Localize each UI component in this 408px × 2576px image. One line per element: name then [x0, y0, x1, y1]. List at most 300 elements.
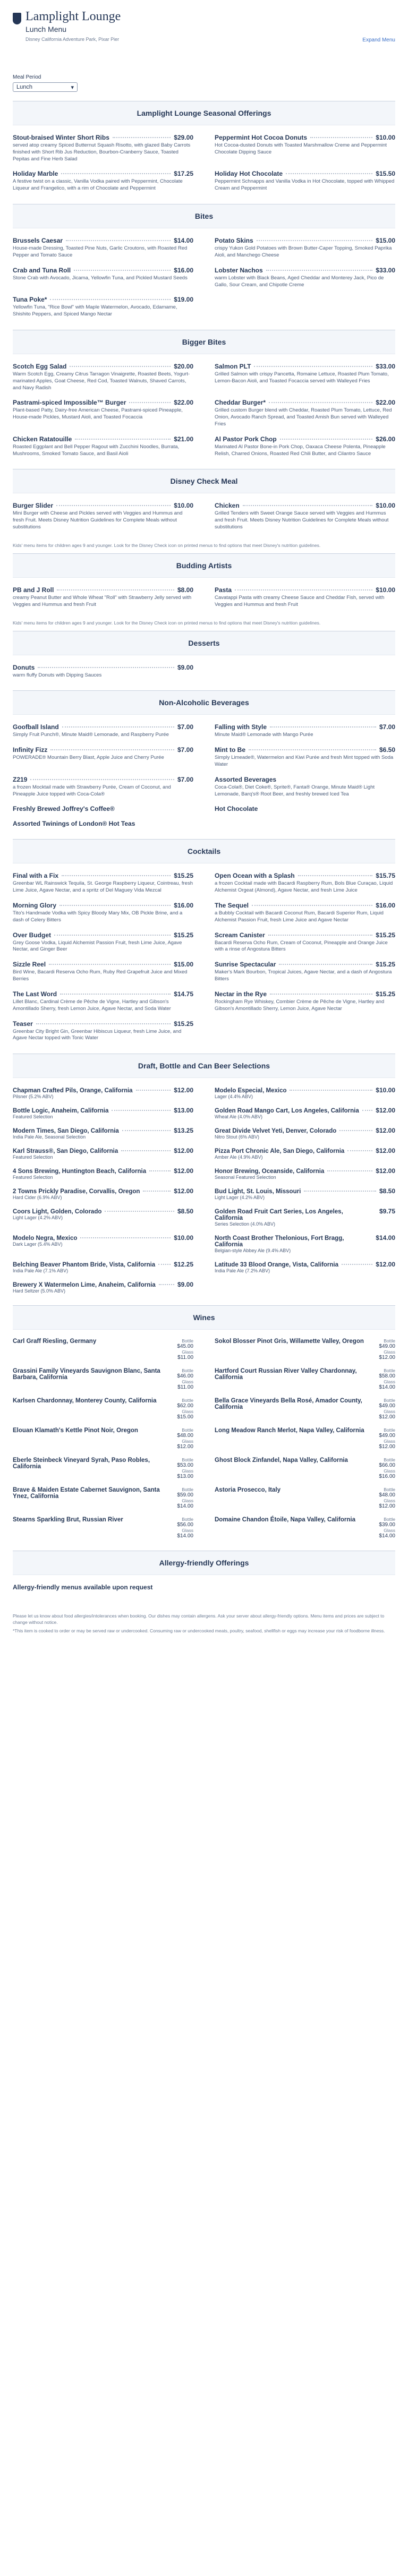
item-description: Grilled Salmon with crispy Pancetta, Romaine Lettuce, Roasted Plum Tomato, Lemon-Bacon Aioli, and Toasted Focaccia served with Walleyed Fries	[215, 371, 389, 384]
item-price: $15.25	[174, 872, 193, 880]
bottle-label: Bottle	[384, 1457, 395, 1463]
wine-item	[215, 1427, 395, 1450]
beer-item	[13, 1086, 193, 1099]
item-description: Cavatappi Pasta with creamy Cheese Sauce and Cheddar Fish, served with Veggies and Hummus and fresh Fruit	[215, 594, 385, 607]
menu-item	[215, 170, 395, 192]
item-price: $22.00	[174, 399, 193, 407]
menu-item-row	[13, 990, 193, 998]
menu-item-row	[13, 267, 193, 274]
dot-leader	[54, 935, 171, 936]
beer-item	[13, 1187, 193, 1200]
item-name: Al Pastor Pork Chop	[215, 435, 277, 443]
dot-leader	[105, 1211, 174, 1212]
beer-style: Lager (4.4% ABV)	[215, 1094, 253, 1100]
glass-label: Glass	[182, 1439, 193, 1444]
beer-row	[13, 1281, 193, 1288]
menu-item	[13, 961, 193, 983]
wine-name: Long Meadow Ranch Merlot, Napa Valley, California	[215, 1427, 364, 1434]
menu-item-row	[215, 586, 395, 594]
menu-item-row	[13, 296, 193, 303]
item-description: Hot Cocoa-dusted Donuts with Toasted Marshmallow Creme and Peppermint Chocolate Dipping Sauce	[215, 142, 387, 155]
item-price: $7.00	[177, 775, 193, 783]
dot-leader	[252, 905, 372, 906]
menu-item-row	[215, 990, 395, 998]
item-name: PB and J Roll	[13, 586, 54, 594]
restaurant-title: Lamplight Lounge	[26, 10, 121, 23]
glass-label: Glass	[384, 1468, 395, 1474]
glass-label: Glass	[182, 1498, 193, 1504]
wine-name: Domaine Chandon Étoile, Napa Valley, California	[215, 1517, 355, 1524]
wine-name: Grassini Family Vineyards Sauvignon Blanc, Santa Barbara, California	[13, 1368, 160, 1381]
beer-price: $12.00	[174, 1147, 193, 1155]
item-description: Lillet Blanc, Cardinal Crème de Pêche de Vigne, Hartley and Gibson's Amontillado Sherry, fresh Lemon Juice, Agave Nectar, and Soda Water	[13, 998, 171, 1012]
beer-price: $10.00	[174, 1234, 193, 1242]
beer-name: 4 Sons Brewing, Huntington Beach, California	[13, 1168, 147, 1175]
item-description: crispy Yukon Gold Potatoes with Brown Butter-Caper Topping, Smoked Paprika Aioli, and Manchego Cheese	[215, 245, 392, 258]
beer-style: Series Selection (4.0% ABV)	[215, 1221, 276, 1227]
beer-style: Light Lager (4.2% ABV)	[215, 1195, 265, 1201]
beer-price: $10.00	[376, 1086, 395, 1094]
wine-name: Sokol Blosser Pinot Gris, Willamette Valley, Oregon	[215, 1338, 364, 1345]
section-title: Budding Artists	[13, 554, 395, 578]
item-description: Marinated Al Pastor Bone-in Pork Chop, Oaxaca Cheese Polenta, Pineapple Relish, Charred Onions, Roasted Red Chili Butter, and Cilantro Sauce	[215, 443, 386, 457]
item-description: creamy Peanut Butter and Whole Wheat "Roll" with Strawberry Jelly served with Veggies and Hummus and fresh Fruit	[13, 594, 192, 607]
menu-item	[215, 990, 395, 1013]
beer-name: Golden Road Fruit Cart Series, Los Angeles, California	[215, 1209, 343, 1222]
item-name: Assorted Twinings of London® Hot Teas	[13, 820, 135, 828]
wine-prices	[379, 1398, 395, 1420]
item-price: $6.50	[379, 746, 395, 754]
menu-item-row	[215, 502, 395, 509]
dot-leader	[129, 402, 171, 403]
dot-leader	[235, 589, 372, 590]
dot-leader	[249, 749, 376, 750]
item-description: Maker's Mark Bourbon, Tropical Juices, Agave Nectar, and a dash of Angostura Bitters	[215, 969, 392, 982]
menu-section	[13, 553, 395, 626]
item-description: Grilled Tenders with Sweet Orange Sauce served with Veggies and Hummus and fresh Fruit. Meets Disney Nutrition Guidelines for Complete Meals without substitutions	[215, 510, 389, 530]
item-price: $10.00	[174, 502, 193, 510]
beer-style: Hard Cider (6.9% ABV)	[13, 1195, 62, 1201]
glass-label: Glass	[384, 1498, 395, 1504]
item-name: Assorted Beverages	[215, 775, 277, 783]
glass-price: $12.00	[379, 1503, 395, 1510]
menu-section	[13, 839, 395, 1054]
dot-leader	[257, 240, 373, 241]
wine-item	[215, 1457, 395, 1479]
beer-row	[215, 1187, 395, 1195]
menu-section	[13, 330, 395, 469]
menu-item-row	[13, 502, 193, 509]
beer-item	[13, 1107, 193, 1119]
beer-style: Light Lager (4.2% ABV)	[13, 1215, 63, 1221]
menu-item	[13, 746, 193, 768]
beer-style: Belgian-style Abbey Ale (9.4% ABV)	[215, 1248, 291, 1254]
beer-item	[215, 1086, 395, 1099]
menu-item-row	[215, 805, 395, 812]
menu-item	[215, 502, 395, 530]
wine-name: Brave & Maiden Estate Cabernet Sauvignon, Santa Ynez, California	[13, 1487, 160, 1500]
beer-item	[13, 1281, 193, 1294]
menu-item	[13, 134, 193, 162]
item-name: Falling with Style	[215, 723, 267, 731]
item-price: $15.00	[174, 961, 193, 969]
meal-period-select[interactable]	[13, 82, 78, 92]
item-price: $14.00	[174, 237, 193, 245]
item-name: Mint to Be	[215, 746, 245, 754]
wine-item	[13, 1487, 193, 1509]
allergy-section	[13, 1551, 395, 1603]
menu-item	[13, 399, 193, 427]
beer-style: Featured Selection	[13, 1114, 53, 1120]
dot-leader	[122, 1130, 171, 1131]
beer-name: North Coast Brother Thelonious, Fort Bragg, California	[215, 1235, 344, 1248]
item-description: Peppermint Schnapps and Vanilla Vodka in Hot Chocolate, topped with Whipped Cream and Peppermint	[215, 178, 395, 192]
glass-label: Glass	[182, 1349, 193, 1355]
dot-leader	[49, 964, 171, 965]
item-description: Stone Crab with Avocado, Jicama, Yellowfin Tuna, and Pickled Mustard Seeds	[13, 275, 188, 281]
beer-style: India Pale Ale (7.2% ABV)	[215, 1268, 270, 1274]
item-name: Tuna Poke*	[13, 296, 47, 304]
bottle-price: $49.00	[379, 1433, 395, 1439]
beer-row	[215, 1167, 395, 1175]
menu-item	[13, 723, 193, 739]
lamp-logo-icon	[13, 13, 21, 24]
bottle-price: $48.00	[177, 1433, 193, 1439]
dot-leader	[269, 402, 372, 403]
wine-name: Karlsen Chardonnay, Monterey County, California	[13, 1398, 157, 1405]
menu-item	[13, 502, 193, 530]
menu-item-row	[13, 363, 193, 370]
beer-row	[215, 1261, 395, 1268]
wine-item	[13, 1398, 193, 1420]
dot-leader	[75, 439, 171, 440]
bottle-label: Bottle	[182, 1398, 193, 1403]
bottle-label: Bottle	[384, 1487, 395, 1493]
dot-leader	[113, 137, 171, 138]
wine-item	[13, 1368, 193, 1390]
beer-row	[13, 1107, 193, 1114]
beer-name: 2 Towns Prickly Paradise, Corvallis, Oregon	[13, 1188, 140, 1195]
menu-item	[215, 363, 395, 391]
beer-name: Karl Strauss®, San Diego, California	[13, 1148, 118, 1155]
dot-leader	[143, 1191, 171, 1192]
chevron-down-icon: ▾	[71, 84, 74, 91]
wine-prices	[379, 1368, 395, 1390]
menu-item-row	[215, 435, 395, 443]
beer-item	[13, 1127, 193, 1140]
section-title: Bites	[13, 204, 395, 228]
beer-name: Brewery X Watermelon Lime, Anaheim, California	[13, 1282, 156, 1289]
item-description: Grey Goose Vodka, Liquid Alchemist Passion Fruit, fresh Lime Juice, Agave Nectar, and Ginger Beer	[13, 939, 182, 953]
menu-section	[13, 101, 395, 204]
items-grid	[13, 715, 395, 839]
wine-name: Ghost Block Zinfandel, Napa Valley, California	[215, 1457, 348, 1464]
dot-leader	[30, 779, 174, 780]
beer-style: Seasonal Featured Selection	[215, 1175, 276, 1180]
item-name: Brussels Caesar	[13, 237, 63, 245]
menu-item	[215, 746, 395, 768]
menu-item-row	[13, 399, 193, 406]
dot-leader	[270, 726, 376, 728]
items-grid	[13, 354, 395, 469]
dot-leader	[60, 905, 171, 906]
glass-label: Glass	[384, 1439, 395, 1444]
bottle-price: $46.00	[177, 1373, 193, 1380]
beer-row	[13, 1208, 193, 1215]
item-name: Morning Glory	[13, 902, 56, 909]
dot-leader	[286, 173, 372, 174]
beer-section	[13, 1054, 395, 1305]
beer-price: $8.50	[379, 1187, 395, 1195]
menu-item-row	[215, 961, 395, 968]
item-name: Chicken Ratatouille	[13, 435, 72, 443]
item-name: Burger Slider	[13, 502, 54, 510]
beer-row	[13, 1127, 193, 1134]
beer-row	[215, 1208, 395, 1221]
glass-price: $11.00	[177, 1384, 193, 1391]
menu-item-row	[13, 776, 193, 783]
dot-leader	[290, 1090, 372, 1091]
expand-menu-link[interactable]: Expand Menu	[362, 37, 395, 43]
item-price: $16.00	[376, 902, 395, 909]
dot-leader	[298, 875, 373, 876]
beer-name: Latitude 33 Blood Orange, Vista, California	[215, 1262, 339, 1269]
beer-item	[215, 1147, 395, 1160]
wine-prices	[177, 1517, 193, 1539]
wine-prices	[177, 1398, 193, 1420]
page-header	[0, 0, 408, 58]
bottle-label: Bottle	[384, 1427, 395, 1433]
item-name: Pasta	[215, 586, 232, 594]
wine-prices	[177, 1457, 193, 1479]
menu-item	[215, 399, 395, 427]
item-price: $10.00	[376, 502, 395, 510]
items-grid	[13, 125, 395, 204]
beer-name: Modern Times, San Diego, California	[13, 1128, 119, 1135]
item-name: Over Budget	[13, 931, 52, 939]
menu-item	[13, 820, 193, 827]
beer-style: Featured Selection	[13, 1175, 53, 1180]
menu-item-row	[13, 872, 193, 879]
wine-prices	[379, 1487, 395, 1509]
menu-item	[215, 902, 395, 924]
bottle-price: $48.00	[379, 1492, 395, 1499]
menu-item	[13, 805, 193, 812]
item-price: $15.25	[376, 961, 395, 969]
item-price: $17.25	[174, 170, 193, 178]
menu-item	[13, 237, 193, 259]
item-description: warm Lobster with Black Beans, Aged Cheddar and Monterey Jack, Pico de Gallo, Sour Cream, and Chipotle Creme	[215, 275, 384, 288]
beer-name: Chapman Crafted Pils, Orange, California	[13, 1088, 133, 1094]
menu-item	[13, 990, 193, 1013]
wine-prices	[177, 1487, 193, 1509]
bottle-price: $39.00	[379, 1522, 395, 1528]
section-title: Bigger Bites	[13, 330, 395, 354]
section-title: Cocktails	[13, 840, 395, 863]
items-grid	[13, 655, 395, 691]
glass-label: Glass	[182, 1468, 193, 1474]
beer-item	[13, 1208, 193, 1227]
beer-price: $13.00	[174, 1107, 193, 1115]
bottle-label: Bottle	[384, 1338, 395, 1344]
wine-item	[13, 1427, 193, 1450]
dot-leader	[254, 366, 372, 367]
menu-item	[215, 134, 395, 162]
menu-item	[13, 435, 193, 458]
menu-item-row	[13, 723, 193, 731]
section-title: Non-Alcoholic Beverages	[13, 691, 395, 715]
section-note: Kids' menu items for children ages 9 and younger. Look for the Disney Check icon on printed menus to find options that meet Disney's nutrition guidelines.	[13, 620, 321, 626]
allergy-item	[13, 1584, 193, 1591]
item-price: $7.00	[379, 723, 395, 731]
item-price: $16.00	[174, 902, 193, 909]
beer-item	[215, 1127, 395, 1140]
wine-name: Bella Grace Vineyards Bella Rosé, Amador County, California	[215, 1398, 362, 1411]
menu-item	[215, 805, 395, 812]
beer-price: $14.00	[376, 1234, 395, 1242]
beer-price: $12.00	[376, 1107, 395, 1115]
bottle-price: $49.00	[379, 1403, 395, 1409]
wine-item	[13, 1457, 193, 1479]
glass-label: Glass	[182, 1409, 193, 1415]
item-name: Potato Skins	[215, 237, 253, 245]
menu-item-row	[13, 1020, 193, 1028]
menu-item-row	[215, 902, 395, 909]
bottle-price: $49.00	[379, 1343, 395, 1350]
item-price: $10.00	[376, 134, 395, 141]
bottle-price: $45.00	[177, 1343, 193, 1350]
glass-label: Glass	[384, 1409, 395, 1415]
item-price: $15.25	[174, 1020, 193, 1028]
beer-price: $9.00	[177, 1281, 193, 1289]
menu-section	[13, 690, 395, 839]
bottle-price: $58.00	[379, 1373, 395, 1380]
section-title: Allergy-friendly Offerings	[13, 1551, 395, 1575]
beer-item	[215, 1187, 395, 1200]
item-name: Crab and Tuna Roll	[13, 266, 71, 274]
menu-item	[215, 723, 395, 739]
beer-row	[215, 1107, 395, 1114]
menu-item-row	[215, 134, 395, 141]
dot-leader	[66, 240, 171, 241]
item-description: Minute Maid® Lemonade with Mango Purée	[215, 732, 313, 738]
meal-period-label: Meal Period	[13, 74, 41, 80]
allergy-name: Allergy-friendly menus available upon request	[13, 1584, 153, 1591]
wine-name: Elouan Klamath's Kettle Pinot Noir, Oregon	[13, 1427, 138, 1434]
dot-leader	[342, 1264, 372, 1265]
beer-style: Dark Lager (5.4% ABV)	[13, 1242, 63, 1247]
menu-item-row	[13, 237, 193, 244]
item-description: Simply Limeade®, Watermelon and Kiwi Purée and fresh Mint topped with Soda Water	[215, 755, 394, 767]
dot-leader	[62, 875, 171, 876]
glass-label: Glass	[384, 1528, 395, 1534]
glass-label: Glass	[182, 1528, 193, 1534]
bottle-price: $59.00	[177, 1492, 193, 1499]
menu-subtitle: Lunch Menu	[26, 25, 67, 33]
menu-item-row	[13, 664, 193, 671]
beer-price: $12.00	[376, 1261, 395, 1269]
section-title: Wines	[13, 1306, 395, 1330]
beer-row	[13, 1147, 193, 1154]
beer-row	[215, 1086, 395, 1094]
beer-item	[13, 1234, 193, 1253]
dot-leader	[74, 270, 171, 271]
wine-item	[215, 1487, 395, 1509]
item-name: Sunrise Spectacular	[215, 961, 276, 969]
dot-leader	[61, 173, 171, 174]
dot-leader	[36, 1023, 171, 1024]
item-description: a frozen Cocktail made with Bacardi Raspberry Rum, Bols Blue Curaçao, Liquid Alchemist Orgeat (Almond), Agave Nectar, and fresh Lime Juice	[215, 880, 393, 894]
menu-item-row	[215, 723, 395, 731]
beer-item	[215, 1167, 395, 1180]
item-description: Yellowfin Tuna, "Rice Bowl" with Maple Watermelon, Avocado, Edamame, Shishito Peppers, and Spiced Mango Nectar	[13, 304, 177, 318]
wine-prices	[379, 1427, 395, 1450]
location-tagline: Disney California Adventure Park, Pixar Pier	[26, 37, 120, 42]
item-price: $15.50	[376, 170, 395, 178]
item-name: Freshly Brewed Joffrey's Coffee®	[13, 805, 115, 813]
item-price: $22.00	[376, 399, 395, 407]
footer-note-line: *This item is cooked to order or may be served raw or undercooked. Consuming raw or undercooked meats, poultry, seafood, shellfish or eggs may increase your risk of foodborne illness.	[13, 1628, 385, 1633]
item-description: POWERADE® Mountain Berry Blast, Apple Juice and Cherry Purée	[13, 755, 164, 761]
beer-style: Nitro Stout (6% ABV)	[215, 1134, 260, 1140]
item-price: $9.00	[177, 663, 193, 671]
glass-price: $16.00	[379, 1474, 395, 1480]
glass-price: $14.00	[379, 1384, 395, 1391]
item-name: Teaser	[13, 1020, 33, 1028]
menu-item-row	[13, 170, 193, 177]
item-description: served atop creamy Spiced Butternut Squash Risotto, with glazed Baby Carrots finished with Short Rib Jus Reduction, Bourbon-Cranberry Sauce, Toasted Pepitas and Fine Herb Salad	[13, 142, 191, 162]
item-description: Bird Wine, Bacardi Reserva Ocho Rum, Ruby Red Grapefruit Juice and Mixed Berries	[13, 969, 188, 982]
item-description: Plant-based Patty, Dairy-free American Cheese, Pastrami-spiced Pineapple, House-made Pickles, Mustard Aioli, and Toasted Focaccia	[13, 407, 183, 421]
wine-name: Carl Graff Riesling, Germany	[13, 1338, 97, 1345]
beer-style: Featured Selection	[13, 1154, 53, 1160]
item-price: $33.00	[376, 362, 395, 370]
menu-item	[13, 872, 193, 894]
items-grid	[13, 863, 395, 1054]
glass-price: $12.00	[177, 1444, 193, 1450]
beer-item	[13, 1167, 193, 1180]
section-title: Desserts	[13, 631, 395, 655]
menu-item-row	[215, 267, 395, 274]
glass-price: $12.00	[379, 1355, 395, 1361]
menu-item-row	[215, 237, 395, 244]
item-price: $20.00	[174, 362, 193, 370]
beer-name: Bud Light, St. Louis, Missouri	[215, 1188, 301, 1195]
menu-item-row	[13, 746, 193, 754]
item-name: Salmon PLT	[215, 362, 251, 370]
menu-item	[13, 776, 193, 798]
beer-name: Modelo Negra, Mexico	[13, 1235, 78, 1242]
beer-price: $12.00	[174, 1086, 193, 1094]
item-description: Mini Burger with Cheese and Pickles served with Veggies and Hummus and fresh Fruit. Meets Disney Nutrition Guidelines for Complete Meals without substitutions	[13, 510, 183, 530]
item-description: Roasted Eggplant and Bell Pepper Ragout with Zucchini Noodles, Burrata, Mushrooms, Smoked Tomato Sauce, and Basil Aioli	[13, 443, 180, 457]
item-description: Bacardi Reserva Ocho Rum, Cream of Coconut, Pineapple and Orange Juice with a rinse of Angostura Bitters	[215, 939, 388, 953]
glass-price: $14.00	[379, 1533, 395, 1539]
menu-section	[13, 469, 395, 547]
beer-style: India Pale Ale, Seasonal Selection	[13, 1134, 86, 1140]
menu-item	[215, 435, 395, 458]
menu-item	[215, 237, 395, 259]
menu-item	[13, 902, 193, 924]
beer-price: $12.00	[174, 1167, 193, 1175]
bottle-label: Bottle	[384, 1368, 395, 1374]
beer-style: Wheat Ale (4.0% ABV)	[215, 1114, 263, 1120]
item-description: Rockingham Rye Whiskey, Combier Crème de Pêche de Vigne, Hartley and Gibson's Amontillado Sherry, Lemon Juice, Agave Nectar	[215, 998, 385, 1012]
item-price: $10.00	[376, 586, 395, 594]
item-price: $14.75	[174, 990, 193, 998]
section-title: Disney Check Meal	[13, 469, 395, 493]
menu-item	[13, 267, 193, 289]
